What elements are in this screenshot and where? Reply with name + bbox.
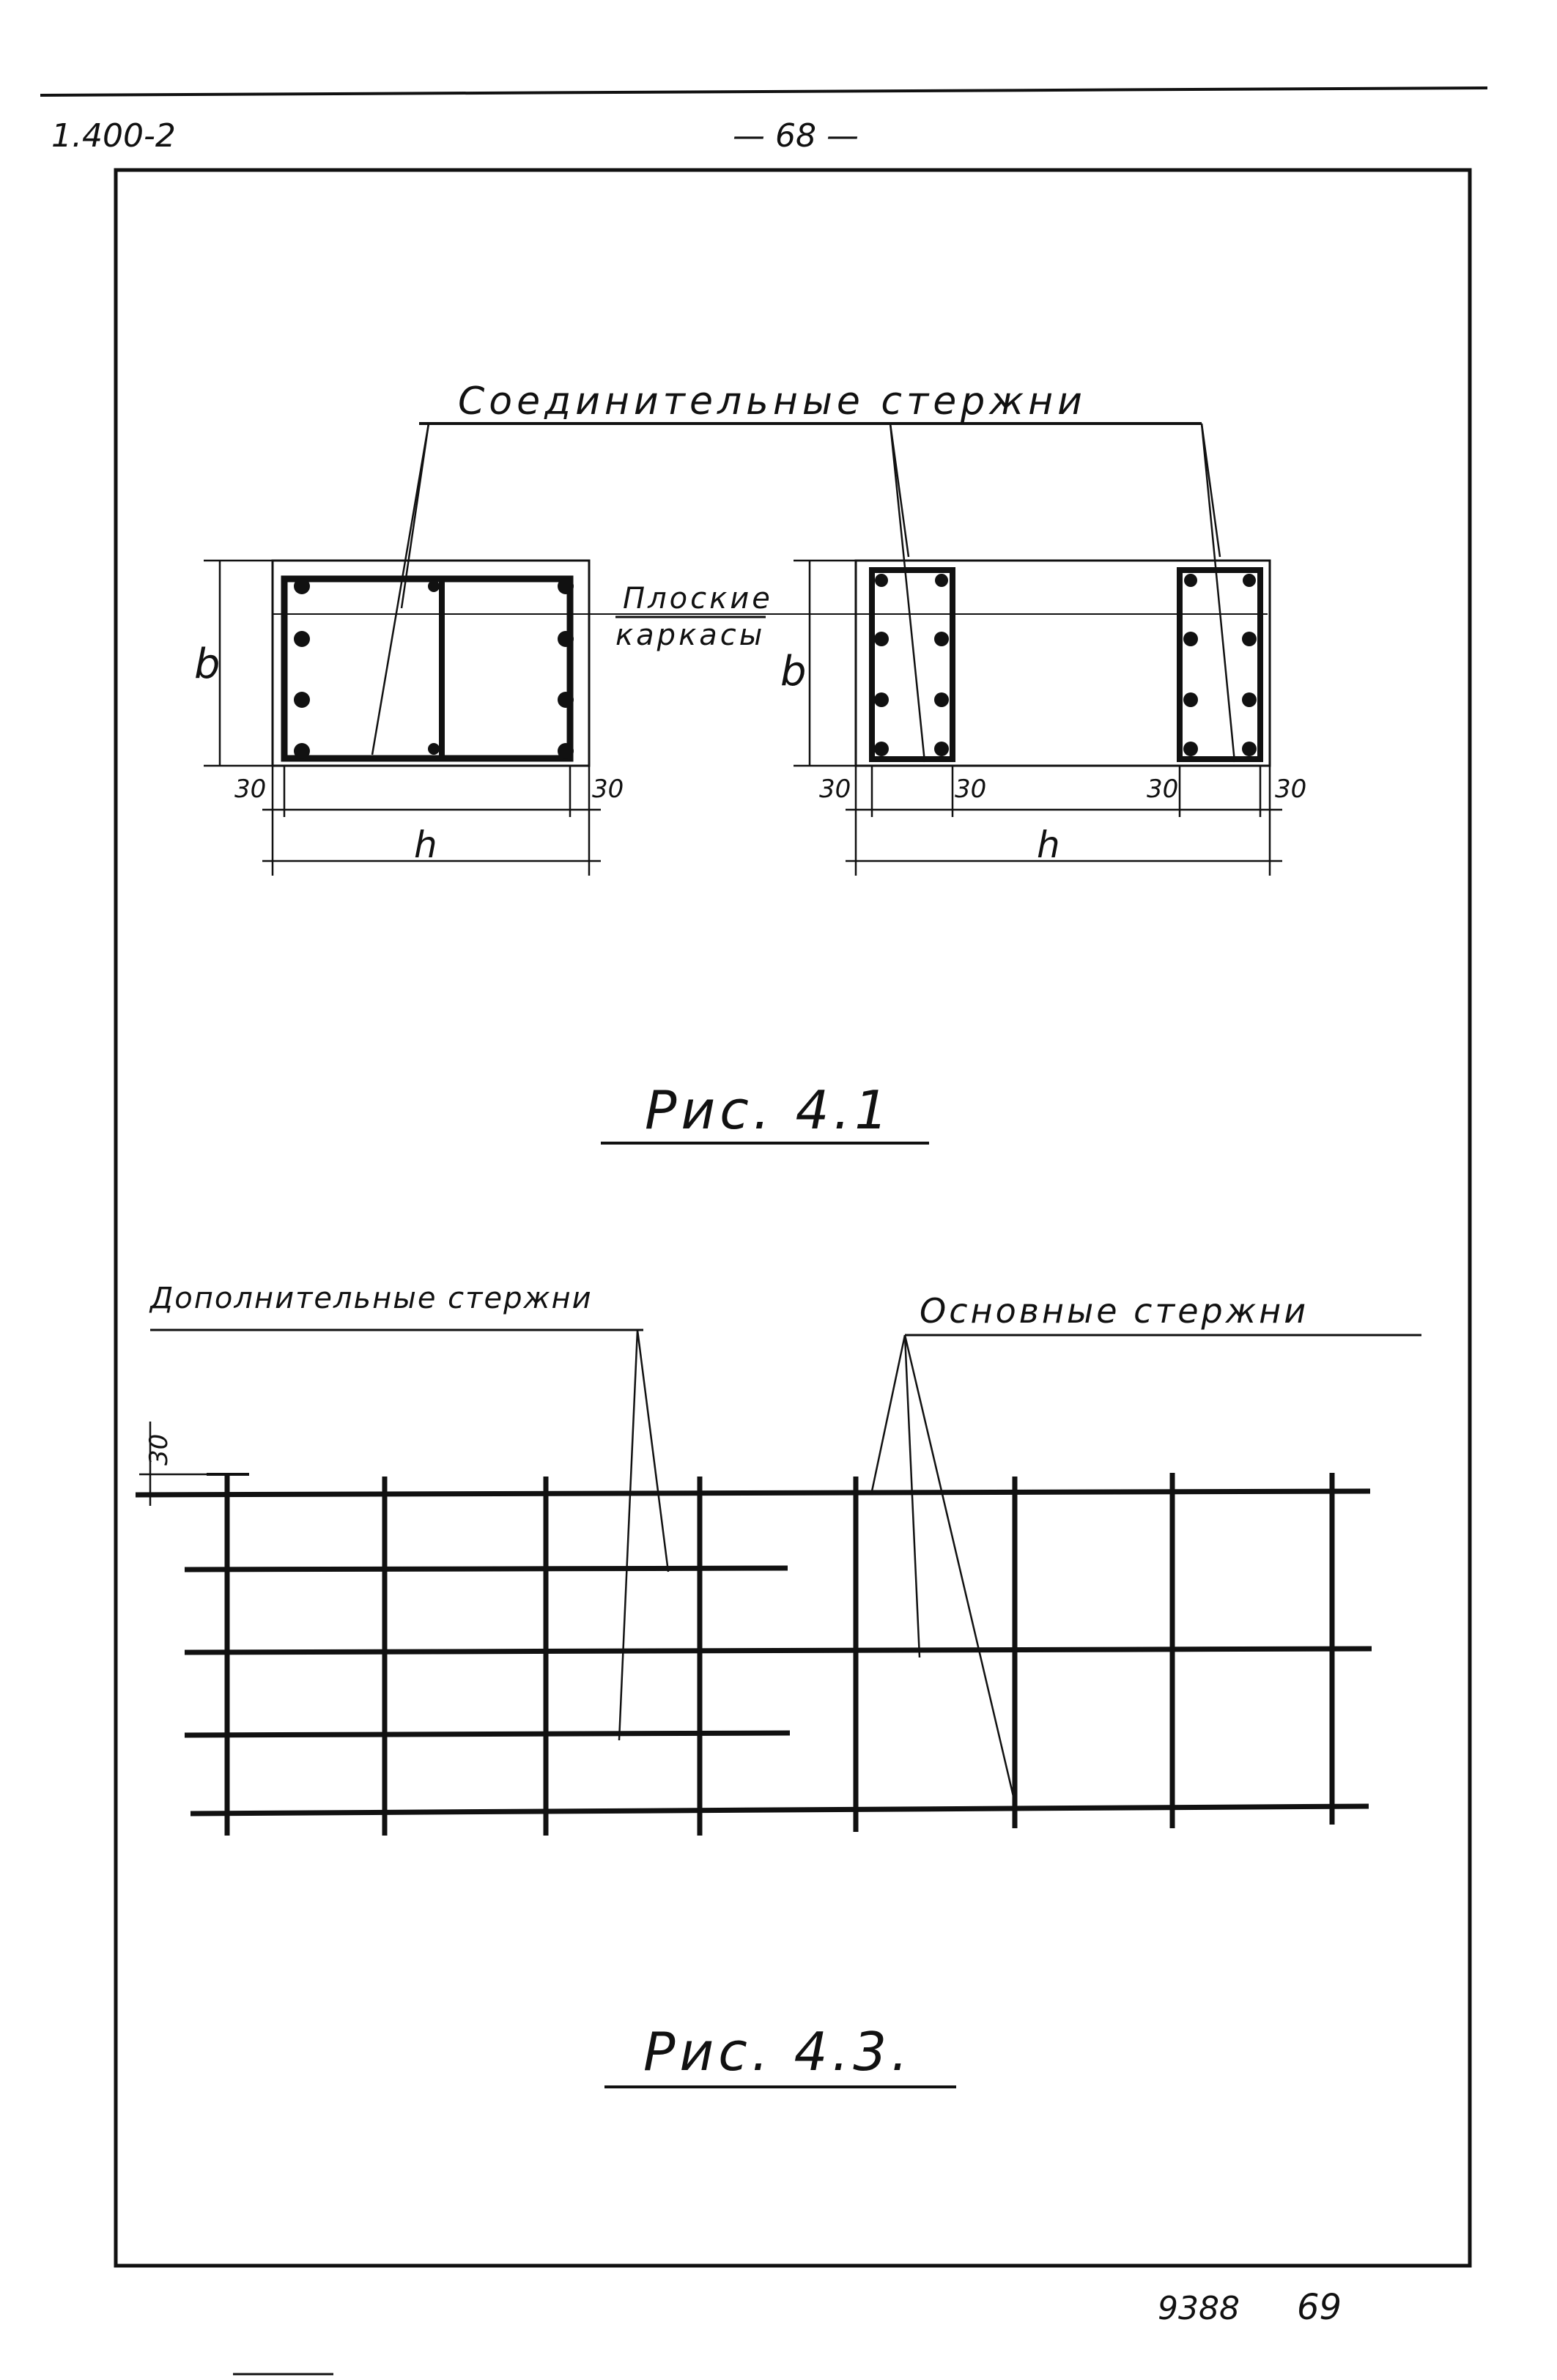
left-section [273,561,589,766]
cover-label-2: 30 [592,775,624,804]
cover-label-3: 30 [819,775,851,804]
right-section [856,561,1270,766]
right-section-bars [874,574,1257,756]
drawing-frame [116,170,1470,2266]
right-width-label: h [1037,824,1060,866]
mesh-horizontal-bars [136,1491,1372,1814]
document-code: 1.400-2 [51,117,176,155]
cover-label-4: 30 [955,775,987,804]
flat-frames-label-line2: каркасы [615,618,766,652]
additional-bars-label: Дополнительные стержни [150,1282,593,1315]
right-frame-left [872,570,953,759]
right-frame-right [1180,570,1260,759]
cover-label-6: 30 [1275,775,1307,804]
figure-4-1-caption: Рис. 4.1 [645,1079,893,1141]
page-number: — 68 — [733,117,859,155]
main-bars-label: Основные стержни [920,1291,1309,1331]
cover-label-5: 30 [1147,775,1179,804]
figure-4-1 [194,380,1306,1143]
left-section-bars [294,578,574,759]
right-height-label: b [780,648,807,695]
flat-frames-label-line1: Плоские [623,582,773,616]
top-rule [40,88,1487,95]
cover-label-4-3: 30 [144,1433,174,1466]
connecting-bars-leaders [372,424,1235,762]
connecting-bars-label: Соединительные стержни [458,380,1087,424]
left-width-label: h [414,824,437,866]
figure-4-3-caption: Рис. 4.3. [643,2021,912,2082]
left-height-label: b [194,640,221,688]
cover-label-1: 30 [234,775,267,804]
sheet-number: 69 [1297,2287,1342,2328]
right-section-outline [856,561,1270,766]
left-section-outline [273,561,589,766]
figure-4-3 [136,1282,1421,2087]
left-rebar-cage [284,579,570,758]
archive-number: 9388 [1158,2290,1240,2327]
